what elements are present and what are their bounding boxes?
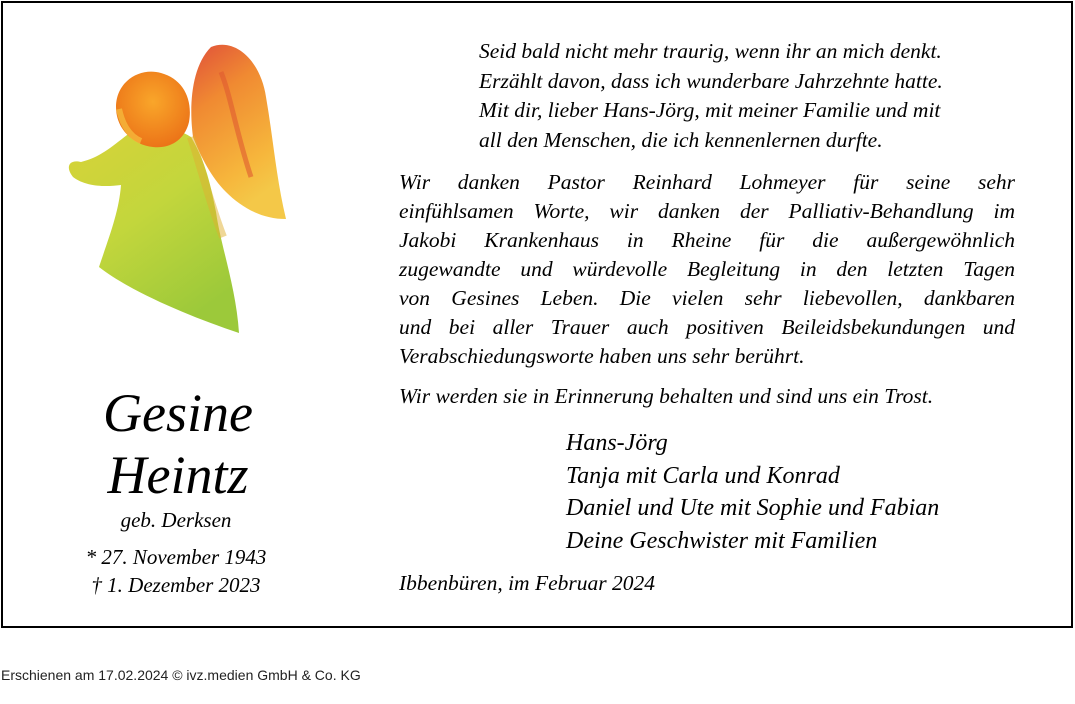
thanks-line: einfühlsamen Worte, wir danken der Palliativ-Behandlung im — [399, 199, 1015, 223]
thanks-paragraph — [399, 168, 1015, 371]
birth-date: * 27. November 1943 — [85, 545, 267, 569]
signers-list — [566, 427, 939, 558]
death-date: † 1. Dezember 2023 — [91, 573, 261, 597]
memory-line: Wir werden sie in Erinnerung behalten und sind uns ein Trost. — [399, 384, 934, 408]
signer: Deine Geschwister mit Familien — [566, 528, 878, 555]
signer: Daniel und Ute mit Sophie und Fabian — [566, 495, 940, 522]
poem-line: Seid bald nicht mehr traurig, wenn ihr an mich denkt. — [479, 39, 942, 63]
poem-line: Erzählt davon, dass ich wunderbare Jahrzehnte hatte. — [479, 68, 943, 93]
thanks-line: von Gesines Leben. Die vielen sehr liebevollen, dankbaren — [399, 286, 1015, 310]
thanks-line: Verabschiedungsworte haben uns sehr berührt. — [399, 344, 805, 368]
thanks-line: und bei aller Trauer auch positiven Beileidsbekundungen und — [399, 315, 1015, 339]
poem — [479, 37, 1039, 155]
place-date: Ibbenbüren, im Februar 2024 — [399, 571, 655, 595]
poem-line: all den Menschen, die ich kennenlernen durfte. — [479, 127, 883, 152]
thanks-line: Wir danken Pastor Reinhard Lohmeyer für seine sehr — [399, 170, 1015, 194]
thanks-line: Jakobi Krankenhaus in Rheine für die außergewöhnlich — [399, 228, 1015, 252]
angel-figure-icon — [61, 37, 293, 339]
thanks-line: zugewandte und würdevolle Begleitung in den letzten Tagen — [399, 257, 1015, 281]
deceased-first-name: Gesine — [103, 383, 253, 443]
signer: Hans-Jörg — [566, 430, 668, 456]
obituary-card — [1, 1, 1073, 628]
deceased-last-name: Heintz — [107, 445, 249, 505]
poem-line: Mit dir, lieber Hans-Jörg, mit meiner Familie und mit — [479, 98, 941, 122]
publication-footer: Erschienen am 17.02.2024 © ivz.medien GmbH & Co. KG — [1, 667, 361, 683]
signer: Tanja mit Carla und Konrad — [566, 462, 840, 489]
maiden-name: geb. Derksen — [120, 508, 232, 532]
